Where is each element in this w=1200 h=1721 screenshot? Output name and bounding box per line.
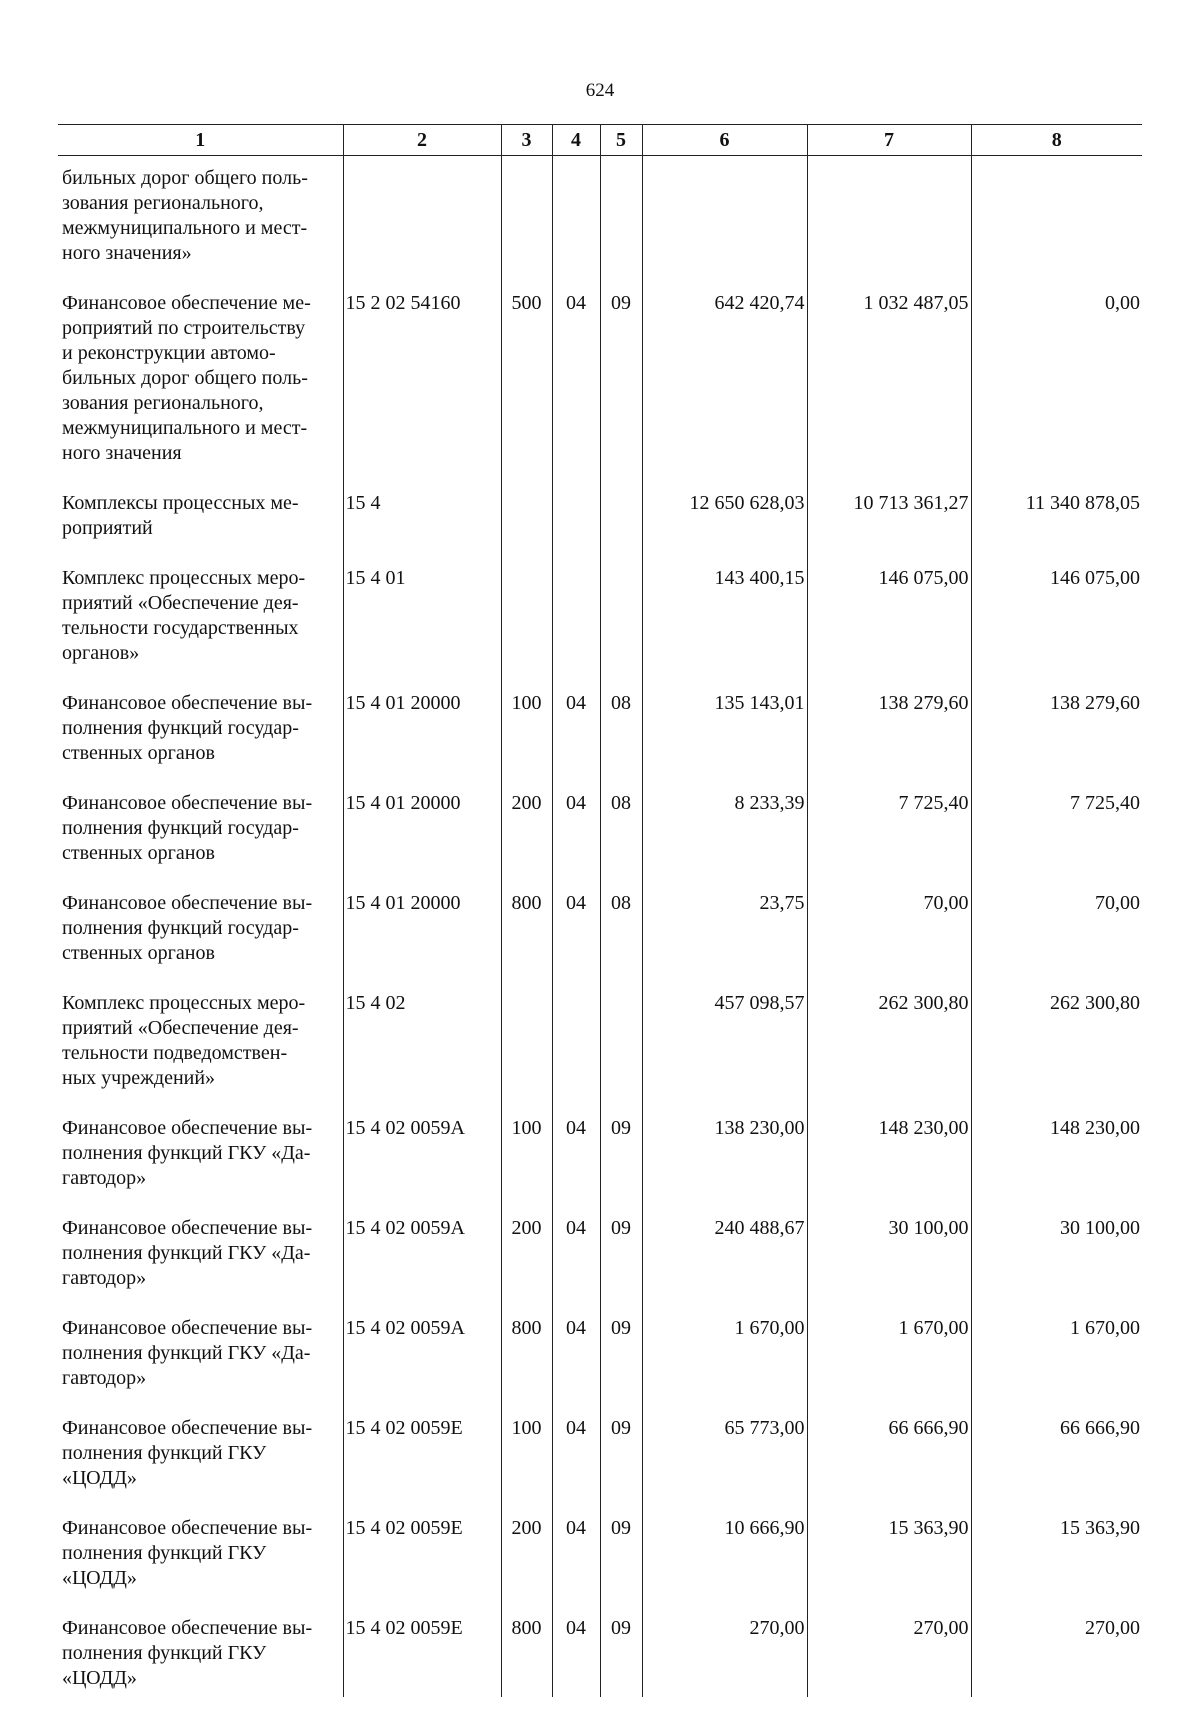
row-code-cell: 15 4 01 20000 — [343, 791, 501, 891]
row-value7-cell: 30 100,00 — [807, 1216, 971, 1316]
row-name-cell — [58, 291, 343, 491]
row-col5-cell: 08 — [600, 691, 642, 791]
row-col4-cell: 04 — [552, 1516, 600, 1616]
row-name-line: и реконструкции автомо- — [62, 342, 276, 364]
row-name-line: полнения функций ГКУ «Да- — [62, 1342, 311, 1364]
row-value6-cell — [642, 156, 807, 292]
row-name-line: межмуниципального и мест- — [62, 417, 308, 439]
row-col3-cell — [501, 566, 552, 691]
row-name-line: гавтодор» — [62, 1267, 147, 1289]
table-row — [58, 1516, 1142, 1616]
row-name-line: полнения функций ГКУ — [62, 1442, 267, 1464]
row-value6-cell: 8 233,39 — [642, 791, 807, 891]
table-row — [58, 291, 1142, 491]
row-col5-cell: 09 — [600, 1216, 642, 1316]
row-col5-cell: 09 — [600, 1416, 642, 1516]
row-col4-cell: 04 — [552, 291, 600, 491]
row-col5-cell: 08 — [600, 891, 642, 991]
row-name-cell — [58, 691, 343, 791]
row-name-line: гавтодор» — [62, 1367, 147, 1389]
row-value7-cell: 270,00 — [807, 1616, 971, 1697]
row-value8-cell: 262 300,80 — [971, 991, 1142, 1116]
row-col3-cell: 500 — [501, 291, 552, 491]
row-col4-cell: 04 — [552, 1316, 600, 1416]
row-value8-cell: 270,00 — [971, 1616, 1142, 1697]
row-name-line: Комплекс процессных меро- — [62, 992, 306, 1014]
row-col3-cell: 200 — [501, 791, 552, 891]
row-value7-cell: 148 230,00 — [807, 1116, 971, 1216]
row-code-cell: 15 4 02 0059E — [343, 1516, 501, 1616]
row-code-cell: 15 4 02 0059A — [343, 1316, 501, 1416]
table-row — [58, 991, 1142, 1116]
row-name-line: Финансовое обеспечение ме- — [62, 292, 311, 314]
row-name-line: гавтодор» — [62, 1167, 147, 1189]
row-col3-cell — [501, 991, 552, 1116]
row-name-line: полнения функций ГКУ — [62, 1542, 267, 1564]
row-col4-cell: 04 — [552, 1416, 600, 1516]
row-name-line: органов» — [62, 642, 140, 664]
row-col5-cell: 09 — [600, 1316, 642, 1416]
row-name-line: межмуниципального и мест- — [62, 217, 308, 239]
row-value7-cell: 138 279,60 — [807, 691, 971, 791]
row-value7-cell: 262 300,80 — [807, 991, 971, 1116]
row-code-cell: 15 4 02 0059E — [343, 1416, 501, 1516]
column-header: 3 — [501, 125, 552, 156]
row-col3-cell: 800 — [501, 891, 552, 991]
row-name-line: Комплекс процессных меро- — [62, 567, 306, 589]
row-value6-cell: 135 143,01 — [642, 691, 807, 791]
row-col4-cell: 04 — [552, 791, 600, 891]
row-value8-cell: 15 363,90 — [971, 1516, 1142, 1616]
row-code-cell: 15 4 01 — [343, 566, 501, 691]
budget-table — [58, 124, 1142, 1697]
row-value6-cell: 457 098,57 — [642, 991, 807, 1116]
row-col4-cell — [552, 566, 600, 691]
row-value7-cell: 7 725,40 — [807, 791, 971, 891]
row-name-line: роприятий по строительству — [62, 317, 306, 339]
row-name-cell — [58, 1416, 343, 1516]
row-col3-cell: 100 — [501, 691, 552, 791]
row-value8-cell: 138 279,60 — [971, 691, 1142, 791]
row-name-line: Финансовое обеспечение вы- — [62, 892, 313, 914]
row-col5-cell: 09 — [600, 1516, 642, 1616]
row-col3-cell: 800 — [501, 1316, 552, 1416]
row-col5-cell: 09 — [600, 1616, 642, 1697]
row-name-line: полнения функций ГКУ — [62, 1642, 267, 1664]
row-value6-cell: 270,00 — [642, 1616, 807, 1697]
column-header: 8 — [971, 125, 1142, 156]
row-value8-cell: 66 666,90 — [971, 1416, 1142, 1516]
row-name-line: ного значения — [62, 442, 182, 464]
row-name-line: бильных дорог общего поль- — [62, 367, 308, 389]
table-row — [58, 1216, 1142, 1316]
row-name-cell — [58, 1116, 343, 1216]
table-row — [58, 691, 1142, 791]
table-row — [58, 891, 1142, 991]
row-code-cell: 15 4 — [343, 491, 501, 566]
row-name-line: бильных дорог общего поль- — [62, 167, 308, 189]
row-col3-cell: 800 — [501, 1616, 552, 1697]
row-value8-cell: 1 670,00 — [971, 1316, 1142, 1416]
row-name-line: Финансовое обеспечение вы- — [62, 692, 313, 714]
row-value7-cell: 1 032 487,05 — [807, 291, 971, 491]
row-value6-cell: 642 420,74 — [642, 291, 807, 491]
row-value8-cell: 7 725,40 — [971, 791, 1142, 891]
row-value8-cell: 70,00 — [971, 891, 1142, 991]
column-header: 4 — [552, 125, 600, 156]
row-name-line: ственных органов — [62, 842, 215, 864]
row-col4-cell — [552, 491, 600, 566]
row-code-cell: 15 4 02 0059A — [343, 1116, 501, 1216]
table-row — [58, 791, 1142, 891]
row-value8-cell: 146 075,00 — [971, 566, 1142, 691]
row-name-line: полнения функций ГКУ «Да- — [62, 1142, 311, 1164]
row-col4-cell: 04 — [552, 891, 600, 991]
row-value8-cell: 30 100,00 — [971, 1216, 1142, 1316]
row-name-line: полнения функций государ- — [62, 817, 299, 839]
column-header: 7 — [807, 125, 971, 156]
row-name-line: тельности государственных — [62, 617, 299, 639]
row-col5-cell — [600, 566, 642, 691]
row-name-line: «ЦОДД» — [62, 1667, 137, 1689]
row-name-line: Финансовое обеспечение вы- — [62, 1317, 313, 1339]
table-row — [58, 1316, 1142, 1416]
row-value8-cell: 148 230,00 — [971, 1116, 1142, 1216]
row-name-line: Финансовое обеспечение вы- — [62, 1617, 313, 1639]
row-name-line: полнения функций ГКУ «Да- — [62, 1242, 311, 1264]
row-value6-cell: 240 488,67 — [642, 1216, 807, 1316]
row-name-line: ных учреждений» — [62, 1067, 216, 1089]
row-name-line: зования регионального, — [62, 192, 264, 214]
column-header: 1 — [58, 125, 343, 156]
row-name-cell — [58, 791, 343, 891]
row-col3-cell — [501, 156, 552, 292]
row-value6-cell: 23,75 — [642, 891, 807, 991]
row-col4-cell: 04 — [552, 691, 600, 791]
column-header: 2 — [343, 125, 501, 156]
row-value7-cell: 146 075,00 — [807, 566, 971, 691]
row-value7-cell: 10 713 361,27 — [807, 491, 971, 566]
row-code-cell — [343, 156, 501, 292]
table-row — [58, 1616, 1142, 1697]
header-row — [58, 125, 1142, 156]
row-value6-cell: 10 666,90 — [642, 1516, 807, 1616]
row-col5-cell: 09 — [600, 1116, 642, 1216]
row-name-line: роприятий — [62, 517, 153, 539]
row-col5-cell: 08 — [600, 791, 642, 891]
table-row — [58, 156, 1142, 292]
row-name-line: ного значения» — [62, 242, 192, 264]
row-code-cell: 15 4 02 — [343, 991, 501, 1116]
row-value8-cell — [971, 156, 1142, 292]
row-col3-cell: 200 — [501, 1516, 552, 1616]
row-name-cell — [58, 891, 343, 991]
table-row — [58, 1416, 1142, 1516]
row-name-line: ственных органов — [62, 942, 215, 964]
row-name-line: тельности подведомствен- — [62, 1042, 288, 1064]
row-name-cell — [58, 491, 343, 566]
row-code-cell: 15 4 02 0059A — [343, 1216, 501, 1316]
row-col4-cell: 04 — [552, 1116, 600, 1216]
row-name-cell — [58, 566, 343, 691]
row-value7-cell: 1 670,00 — [807, 1316, 971, 1416]
row-code-cell: 15 2 02 54160 — [343, 291, 501, 491]
row-name-line: Комплексы процессных ме- — [62, 492, 299, 514]
row-col3-cell — [501, 491, 552, 566]
row-col4-cell — [552, 156, 600, 292]
row-name-line: «ЦОДД» — [62, 1467, 137, 1489]
row-value8-cell: 0,00 — [971, 291, 1142, 491]
row-col5-cell — [600, 156, 642, 292]
row-code-cell: 15 4 01 20000 — [343, 891, 501, 991]
column-header: 6 — [642, 125, 807, 156]
row-value6-cell: 12 650 628,03 — [642, 491, 807, 566]
row-col3-cell: 100 — [501, 1416, 552, 1516]
row-name-cell — [58, 1516, 343, 1616]
row-col4-cell — [552, 991, 600, 1116]
row-name-cell — [58, 1216, 343, 1316]
row-col5-cell — [600, 991, 642, 1116]
table-row — [58, 1116, 1142, 1216]
row-name-line: Финансовое обеспечение вы- — [62, 1517, 313, 1539]
page-number: 624 — [585, 80, 615, 101]
row-name-line: приятий «Обеспечение дея- — [62, 592, 299, 614]
column-header: 5 — [600, 125, 642, 156]
row-col5-cell: 09 — [600, 291, 642, 491]
row-value6-cell: 65 773,00 — [642, 1416, 807, 1516]
row-name-line: приятий «Обеспечение дея- — [62, 1017, 299, 1039]
table-body — [58, 156, 1142, 1698]
row-name-line: зования регионального, — [62, 392, 264, 414]
row-value7-cell: 66 666,90 — [807, 1416, 971, 1516]
row-name-line: «ЦОДД» — [62, 1567, 137, 1589]
row-col4-cell: 04 — [552, 1216, 600, 1316]
row-col5-cell — [600, 491, 642, 566]
row-name-cell — [58, 991, 343, 1116]
row-name-line: Финансовое обеспечение вы- — [62, 1217, 313, 1239]
row-code-cell: 15 4 01 20000 — [343, 691, 501, 791]
table-row — [58, 491, 1142, 566]
row-value8-cell: 11 340 878,05 — [971, 491, 1142, 566]
row-name-line: Финансовое обеспечение вы- — [62, 792, 313, 814]
row-name-cell — [58, 1616, 343, 1697]
row-value7-cell: 15 363,90 — [807, 1516, 971, 1616]
row-code-cell: 15 4 02 0059E — [343, 1616, 501, 1697]
row-value7-cell: 70,00 — [807, 891, 971, 991]
row-name-line: Финансовое обеспечение вы- — [62, 1417, 313, 1439]
row-name-line: Финансовое обеспечение вы- — [62, 1117, 313, 1139]
table-row — [58, 566, 1142, 691]
row-value6-cell: 1 670,00 — [642, 1316, 807, 1416]
row-name-line: полнения функций государ- — [62, 717, 299, 739]
row-value6-cell: 138 230,00 — [642, 1116, 807, 1216]
row-name-cell — [58, 1316, 343, 1416]
row-name-line: ственных органов — [62, 742, 215, 764]
row-col3-cell: 100 — [501, 1116, 552, 1216]
row-value6-cell: 143 400,15 — [642, 566, 807, 691]
row-name-cell — [58, 156, 343, 292]
row-name-line: полнения функций государ- — [62, 917, 299, 939]
row-col4-cell: 04 — [552, 1616, 600, 1697]
row-value7-cell — [807, 156, 971, 292]
row-col3-cell: 200 — [501, 1216, 552, 1316]
